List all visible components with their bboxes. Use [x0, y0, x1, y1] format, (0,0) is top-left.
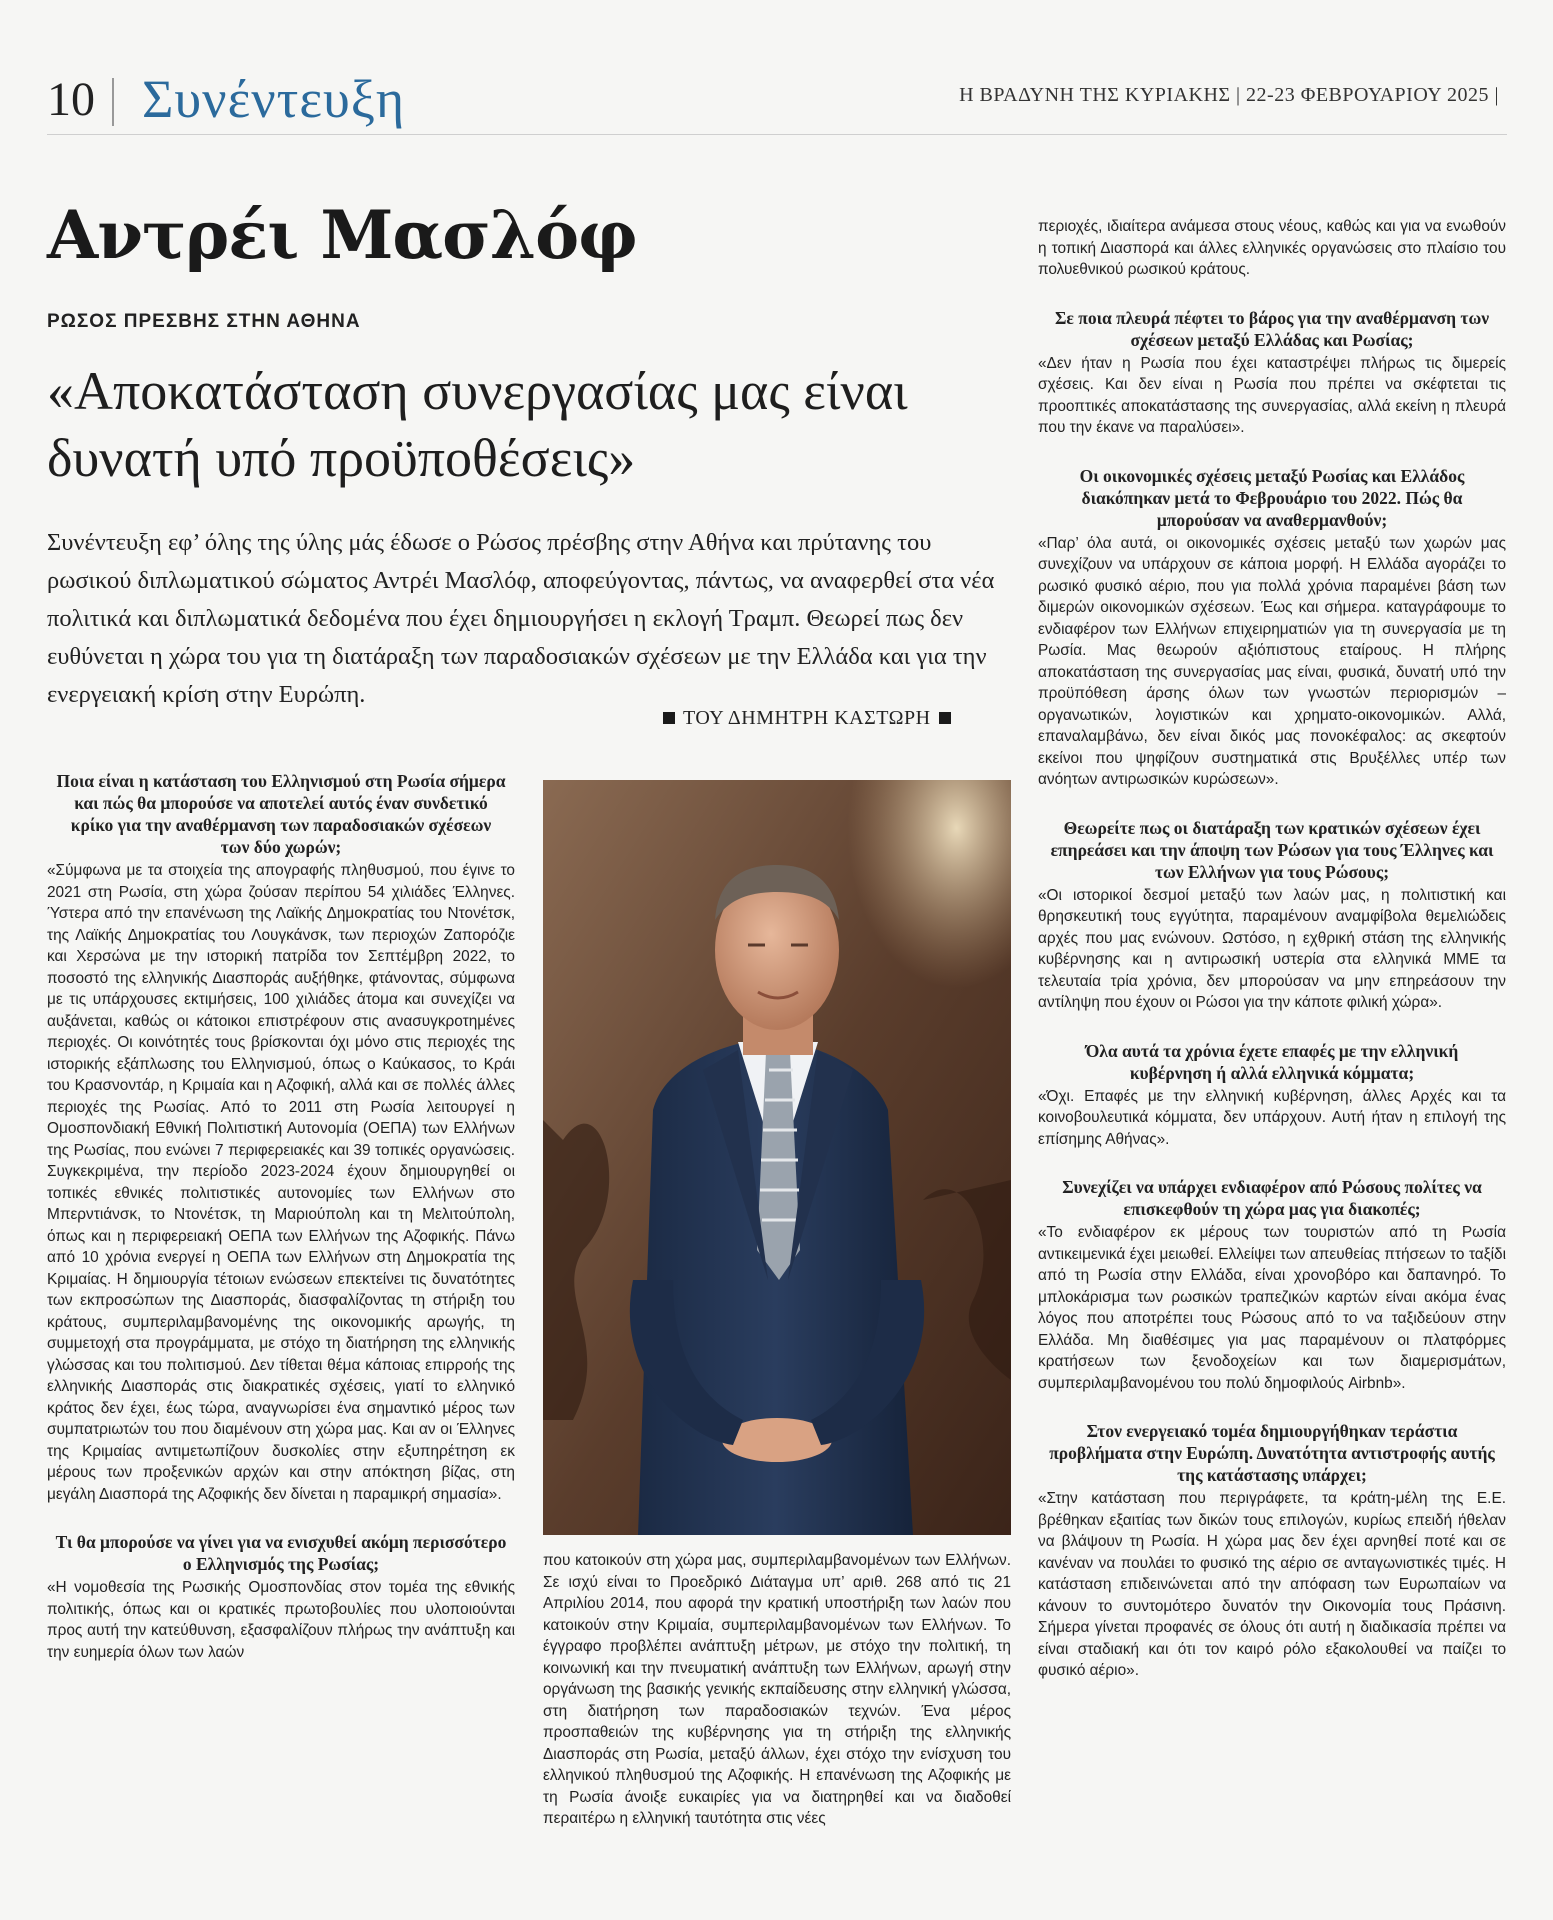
- question: Στον ενεργειακό τομέα δημιουργήθηκαν τεράστια προβλήματα στην Ευρώπη. Δυνατότητα αντιστροφής αυτής της κατάστασης υπάρχει;: [1049, 1421, 1495, 1485]
- column-2: [543, 1550, 1011, 1920]
- interviewee-name: Αντρέι Μασλόφ: [47, 196, 637, 274]
- question: Σε ποια πλευρά πέφτει το βάρος για την αναθέρμανση των σχέσεων μεταξύ Ελλάδας και Ρωσίας;: [1054, 307, 1490, 350]
- byline-text: ΤΟΥ ΔΗΜΗΤΡΗ ΚΑΣΤΩΡΗ: [683, 707, 931, 729]
- interviewee-role: ΡΩΣΟΣ ΠΡΕΣΒΗΣ ΣΤΗΝ ΑΘΗΝΑ: [47, 311, 361, 332]
- answer: «Οι ιστορικοί δεσμοί μεταξύ των λαών μας, η πολιτιστική και θρησκευτική τους εγγύτητα, παραμένουν αναμφίβολα θεμελιώδεις αρχές που μας ενώνουν. Ωστόσο, η εχθρική στάση της ελληνικής κυβέρνησης και η αντιρωσική υστερία στα ελληνικά ΜΜΕ τα τελευταία τρία χρόνια, δεν μπορούσαν να μην επηρεάσουν την αντίληψη που έχουν οι Ρώσοι για την κάποτε φιλική χώρα».: [1038, 886, 1506, 1011]
- question: Θεωρείτε πως οι διατάραξη των κρατικών σχέσεων έχει επηρεάσει και την άποψη των Ρώσων για τους Έλληνες και των Ελλήνων για τους Ρώσους;: [1050, 817, 1494, 882]
- answer: «Το ενδιαφέρον εκ μέρους των τουριστών από τη Ρωσία αντικειμενικά έχει μειωθεί. Ελλείψει των απευθείας πτήσεων το ταξίδι από τη Ρωσία στην Ελλάδα, είναι χρονοβόρο και δαπανηρό. Το μπλοκάρισμα των ρωσικών τραπεζικών καρτών είναι ακόμα ένας λόγος που αποτρέπει τους Ρώσους από το να ταξιδεύουν στην Ελλάδα. Μη διαθέσιμες για μας παραμένουν οι πλατφόρμες κρατήσεων των ξενοδοχείων και των διαμερισμάτων, συμπεριλαμβανομένου του πολύ δημοφιλούς Airbnb».: [1038, 1224, 1506, 1392]
- page-number: 10: [47, 73, 95, 126]
- answer-continued: που κατοικούν στη χώρα μας, συμπεριλαμβανομένων των Ελλήνων. Σε ισχύ είναι το Προεδρικό Διάταγμα υπ’ αριθ. 268 από τις 21 Απριλίου 2014, που αφορά την κρατική υποστήριξη των λαών που κατοικούν στην Κριμαία, συμπεριλαμβανομένων των Ελλήνων. Το έγγραφο προβλέπει ανάπτυξη μέτρων, με στόχο την πολιτική, τη κοινωνική και την πνευματική ανάπτυξη των Ελλήνων, αρωγή στην οργάνωση της βασικής γενικής εκπαίδευσης στην ελληνική γλώσσα, στη διατήρηση των παραδοσιακών τεχνών. Ένα μέρος προσπαθειών της κυβέρνησης για τη στήριξη της ελληνικής Διασποράς στη Ρωσία, μεταξύ άλλων, έχει στόχο την ενίσχυση του ελληνικού πληθυσμού της Αζοφικής. Η επανένωση της Αζοφικής με τη Ρωσία άνοιξε ευκαιρίες για να διατηρηθεί και να διαδοθεί περαιτέρω η ελληνική ταυτότητα στις νέες: [543, 1552, 1011, 1827]
- question: Οι οικονομικές σχέσεις μεταξύ Ρωσίας και Ελλάδος διακόπηκαν μετά το Φεβρουάριο του 2022. Πώς θα μπορούσαν να αναθερμανθούν;: [1079, 465, 1465, 530]
- question: Ποια είναι η κατάσταση του Ελληνισμού στη Ρωσία σήμερα και πώς θα μπορούσε να αποτελεί αυτός έναν συνδετικό κρίκο για την αναθέρμανση των παραδοσιακών σχέσεων των δύο χωρών;: [56, 771, 506, 857]
- column-1: [47, 770, 515, 1920]
- answer: «Όχι. Επαφές με την ελληνική κυβέρνηση, άλλες Αρχές και τα κοινοβουλευτικά κόμματα, δεν υπάρχουν. Αυτή ήταν η επιλογή της επίσημης Αθήνας».: [1038, 1087, 1506, 1148]
- square-bullet-icon: [663, 712, 675, 724]
- answer: «Στην κατάσταση που περιγράφετε, τα κράτη-μέλη της Ε.Ε. βρέθηκαν εξαιτίας των δικών τους επιλογών, κυρίως επειδή ήθελαν να βλάψουν τη Ρωσία. Η χώρα μας δεν έχει αρνηθεί ποτέ και σε κανέναν να πουλάει το φυσικό της αέριο σε ανταγωνιστικές τιμές. Η κατάσταση επιδεινώνεται από την απόφαση των Ευρωπαίων να κάνουν το συντομότερο δυνατόν την Οικονομία τους Πράσινη. Σήμερα γίνεται προφανές σε όλους ότι αυτή η διαδικασία πρέπει να είναι σταδιακή και ότι τον καιρό ρόλο εξακολουθεί να παίζει το φυσικό αέριο».: [1038, 1490, 1506, 1679]
- answer: «Δεν ήταν η Ρωσία που έχει καταστρέψει πλήρως τις διμερείς σχέσεις. Και δεν είναι η Ρωσία που πρέπει να σκέφτεται τις προοπτικές αποκατάστασης της συνεργασίας, αλλά εκείνη η πλευρά που την έκανε να παραλύσει».: [1038, 354, 1506, 436]
- answer: «Σύμφωνα με τα στοιχεία της απογραφής πληθυσμού, που έγινε το 2021 στη Ρωσία, στη χώρα ζούσαν περίπου 54 χιλιάδες Έλληνες. Ύστερα από την επανένωση της Λαϊκής Δημοκρατίας του Ντονέτσκ, της Λαϊκής Δημοκρατίας του Λουγκάνσκ, των περιοχών Ζαπορόζιε και Χερσώνα με την ιστορική πατρίδα τον Σεπτέμβρη 2022, το ποσοστό της ελληνικής Διασποράς αυξήθηκε, φτάνοντας, σύμφωνα με τις υπάρχουσες εκτιμήσεις, 100 χιλιάδες άτομα και συνεχίζει να αυξάνεται, καθώς οι κάτοικοι επιστρέφουν στις ανασυγκροτημένες περιοχές. Οι κοινότητές τους βρίσκονται όχι μόνο στις περιοχές της ιστορικής εξάπλωσης του Ελληνισμού, όπως ο Καύκασος, το Κράι του Κρασνοντάρ, η Κριμαία και η Αζοφική, αλλά και σε πολλές άλλες περιοχές της Ρωσίας. Από το 2011 στη Ρωσία λειτουργεί η Ομοσπονδιακή Εθνική Πολιτιστική Αυτονομία (ΟΕΠΑ) των Ελλήνων της Ρωσίας, που ενώνει 7 περιφερειακές και 39 τοπικές οργανώσεις. Συγκεκριμένα, την περίοδο 2023-2024 έχουν δημιουργηθεί οι τοπικές εθνικές πολιτιστικές αυτονομίες των Ελλήνων στο Μπερντιάνσκ, το Ντονέτσκ, τη Μαριούπολη και τη Μελιτούπολη, όπως και η περιφερειακή ΟΕΠΑ των Ελλήνων της Αζοφικής. Πάνω από 10 χρόνια ενεργεί η ΟΕΠΑ των Ελλήνων στη Δημοκρατία της Κριμαίας. Η δημιουργία τέτοιων ενώσεων επεκτείνει τις δυνατότητες των εκπροσώπων της Διασποράς, διασφαλίζοντας τη στήριξη του κράτους, συμπεριλαμβανομένης της οικονομικής αρωγής, τη συμμετοχή στα προγράμματα, με στόχο τη διατήρηση της ελληνικής γλώσσας και του πολιτισμού. Δεν τίθεται θέμα κάποιας επιρροής της ελληνικής Διασποράς στις διακρατικές σχέσεις, γιατί το ελληνικό κράτος δεν έχει, έως τώρα, αναγνωρίσει ένα σημαντικό μέρος των συμπατριωτών του που διαμένουν στη χώρα μας. Και αν οι Έλληνες της Κριμαίας αντιμετωπίζουν δυσκολίες στην εξυπηρέτηση εκ μέρους των προξενικών αρχών και στην απόκτηση βίζας, στη μεγάλη Διασπορά της Αζοφικής δεν δίνεται η παραμικρή σημασία».: [47, 862, 515, 1503]
- portrait-photo: [543, 780, 1011, 1535]
- square-bullet-icon: [939, 712, 951, 724]
- page-header: [47, 69, 1507, 134]
- headline: «Αποκατάσταση συνεργασίας μας είναι δυνατή υπό προϋποθέσεις»: [47, 361, 908, 488]
- section-title: Συνέντευξη: [142, 69, 406, 129]
- answer: «Παρ’ όλα αυτά, οι οικονομικές σχέσεις μεταξύ των χωρών μας συνεχίζουν να υπάρχουν σε κάποια μορφή. Η Ελλάδα αγοράζει το ρωσικό φυσικό αέριο, που για πολλά χρόνια παραμένει βάση των διμερών οικονομικών σχέσεων. Έως και σήμερα. καταγράφουμε το ενδιαφέρον των Ελλήνων επιχειρηματιών για τη συνεργασία με τη Ρωσία. Μας θεωρούν αξιόπιστους εταίρους. Η πλήρης αποκατάσταση της συνεργασίας μας είναι, φυσικά, δυνατή υπό την προϋπόθεση άρσης όλων των γνωστών περιορισμών – οργανωτικών, λογιστικών και χρηματο-οικονομικών. Αλλά, επαναλαμβάνω, δεν είναι δικός μας πονοκέφαλος: ας σκεφτούν εκείνοι που ψηφίζουν συστηματικά στις Βρυξέλλες υπέρ των ανόητων αντιρωσικών κυρώσεων».: [1038, 534, 1506, 788]
- publication-dateline: Η ΒΡΑΔΥΝΗ ΤΗΣ ΚΥΡΙΑΚΗΣ | 22-23 ΦΕΒΡΟΥΑΡΙΟΥ 2025 |: [959, 84, 1499, 106]
- header-divider: [112, 78, 114, 126]
- question: Τι θα μπορούσε να γίνει για να ενισχυθεί ακόμη περισσότερο ο Ελληνισμός της Ρωσίας;: [55, 1532, 507, 1574]
- header-rule: [47, 134, 1507, 135]
- question: Συνεχίζει να υπάρχει ενδιαφέρον από Ρώσους πολίτες να επισκεφθούν τη χώρα μας για διακοπές;: [1062, 1177, 1482, 1219]
- question: Όλα αυτά τα χρόνια έχετε επαφές με την ελληνική κυβέρνηση ή αλλά ελληνικά κόμματα;: [1085, 1040, 1459, 1083]
- portrait-illustration: [543, 780, 1011, 1535]
- answer-continued: περιοχές, ιδιαίτερα ανάμεσα στους νέους, καθώς και για να ενωθούν η τοπική Διασπορά και άλλες ελληνικές οργανώσεις στο πλαίσιο του πολυεθνικού ρωσικού κράτους.: [1038, 218, 1506, 278]
- answer: «Η νομοθεσία της Ρωσικής Ομοσπονδίας στον τομέα της εθνικής πολιτικής, όπως και οι κρατικές πρωτοβουλίες που υλοποιούνται προς αυτή την κατεύθυνση, εξασφαλίζουν πλήρως την ανάπτυξη και την ευημερία όλων των λαών: [47, 1579, 515, 1661]
- byline: [655, 707, 959, 730]
- column-3: [1038, 216, 1506, 1920]
- lead-paragraph: Συνέντευξη εφ’ όλης της ύλης μάς έδωσε ο Ρώσος πρέσβης στην Αθήνα και πρύτανης του ρωσικού διπλωματικού σώματος Αντρέι Μασλόφ, αποφεύγοντας, πάντως, να αναφερθεί στα νέα πολιτικά και διπλωματικά δεδομένα που έχει δημιουργήσει η εκλογή Τραμπ. Θεωρεί πως δεν ευθύνεται η χώρα του για τη διατάραξη των παραδοσιακών σχέσεων με την Ελλάδα και για την ενεργειακή κρίση στην Ευρώπη.: [47, 529, 995, 708]
